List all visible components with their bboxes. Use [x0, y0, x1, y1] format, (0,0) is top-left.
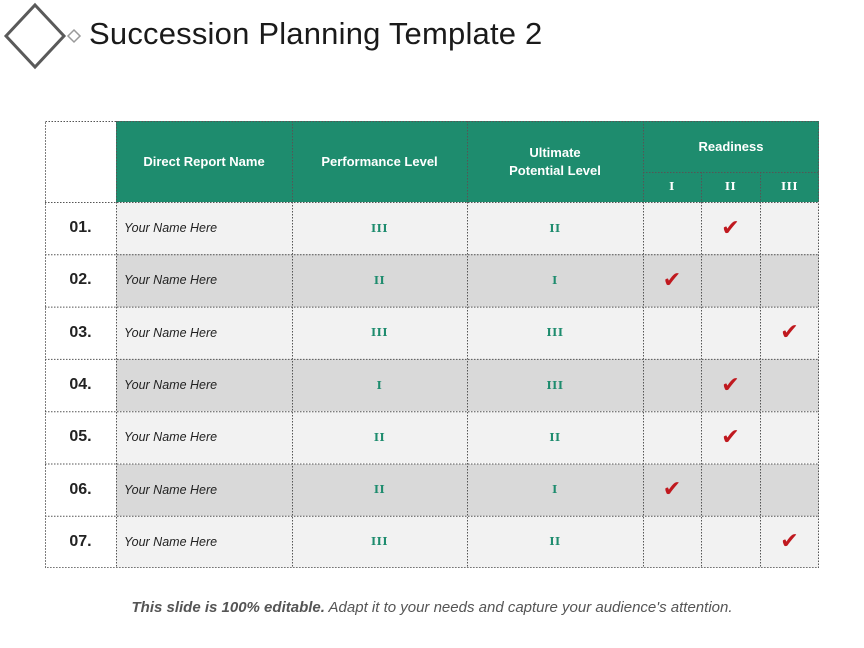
readiness-cell: [701, 464, 760, 516]
header-readiness: Readiness: [643, 121, 819, 172]
readiness-check-icon: ✔: [701, 411, 760, 463]
row-number: 07.: [45, 516, 116, 568]
direct-report-name: Your Name Here: [116, 516, 292, 568]
readiness-check-icon: ✔: [760, 307, 819, 359]
row-number: 05.: [45, 411, 116, 463]
performance-level: III: [292, 307, 467, 359]
succession-table: [45, 121, 819, 568]
row-number: 06.: [45, 464, 116, 516]
readiness-cell: [643, 411, 701, 463]
direct-report-name: Your Name Here: [116, 359, 292, 411]
header-ultimate-potential-level: Ultimate Potential Level: [467, 121, 643, 202]
footer-bold: This slide is 100% editable.: [131, 599, 325, 616]
readiness-check-icon: ✔: [760, 516, 819, 568]
row-number: 02.: [45, 254, 116, 306]
direct-report-name: Your Name Here: [116, 254, 292, 306]
performance-level: III: [292, 516, 467, 568]
direct-report-name: Your Name Here: [116, 411, 292, 463]
readiness-check-icon: ✔: [701, 359, 760, 411]
potential-level: I: [467, 254, 643, 306]
readiness-cell: [760, 359, 819, 411]
readiness-cell: [701, 516, 760, 568]
readiness-check-icon: ✔: [701, 202, 760, 254]
readiness-cell: [643, 202, 701, 254]
diamond-logo-icon: [0, 0, 90, 75]
potential-level: II: [467, 516, 643, 568]
performance-level: I: [292, 359, 467, 411]
row-number: 03.: [45, 307, 116, 359]
direct-report-name: Your Name Here: [116, 464, 292, 516]
header-readiness-level: II: [701, 172, 760, 202]
row-number: 04.: [45, 359, 116, 411]
header-readiness-level: I: [643, 172, 701, 202]
readiness-cell: [760, 411, 819, 463]
footer-rest: Adapt it to your needs and capture your audience's attention.: [324, 599, 733, 616]
performance-level: III: [292, 202, 467, 254]
potential-level: III: [467, 307, 643, 359]
performance-level: II: [292, 411, 467, 463]
direct-report-name: Your Name Here: [116, 307, 292, 359]
readiness-cell: [760, 202, 819, 254]
performance-level: II: [292, 254, 467, 306]
header-readiness-level: III: [760, 172, 819, 202]
potential-level: II: [467, 202, 643, 254]
performance-level: II: [292, 464, 467, 516]
direct-report-name: Your Name Here: [116, 202, 292, 254]
readiness-cell: [701, 254, 760, 306]
potential-level: I: [467, 464, 643, 516]
readiness-cell: [760, 464, 819, 516]
readiness-cell: [643, 359, 701, 411]
readiness-check-icon: ✔: [643, 254, 701, 306]
readiness-cell: [643, 516, 701, 568]
row-number: 01.: [45, 202, 116, 254]
header-performance-level: Performance Level: [292, 121, 467, 202]
readiness-cell: [701, 307, 760, 359]
potential-level: II: [467, 411, 643, 463]
potential-level: III: [467, 359, 643, 411]
readiness-check-icon: ✔: [643, 464, 701, 516]
page-title: Succession Planning Template 2: [89, 16, 543, 51]
footer-note: [0, 599, 864, 616]
header-direct-report-name: Direct Report Name: [116, 121, 292, 202]
readiness-cell: [760, 254, 819, 306]
readiness-cell: [643, 307, 701, 359]
